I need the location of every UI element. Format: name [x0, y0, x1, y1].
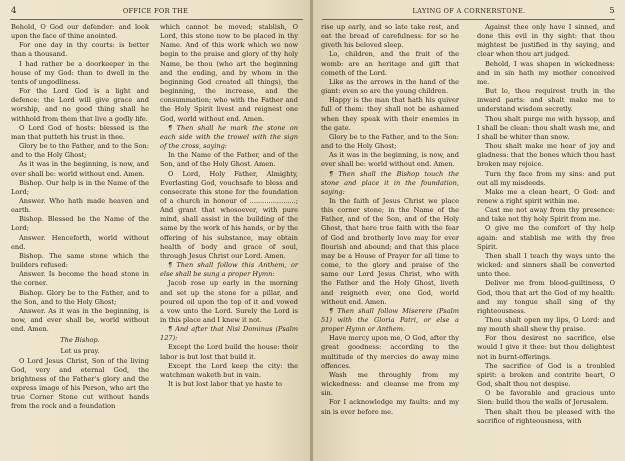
- response: Answer. Who hath made heaven and earth.: [11, 196, 149, 215]
- paragraph: In the Name of the Father, and of the Son, and of the Holy Ghost. Amen.: [160, 151, 298, 169]
- section-heading: The Bishop.: [60, 336, 100, 345]
- psalm-verse: Thou shalt make me hear of joy and gladness: that the bones which thou hast broken may rejoice.: [477, 142, 615, 169]
- psalm-verse: Happy is the man that hath his quiver full of them: they shall not be ashamed when they speak with their enemies in the gate.: [321, 96, 459, 132]
- psalm-verse: Like as the arrows in the hand of the giant: even so are the young children.: [321, 77, 459, 96]
- psalm-verse: Then shall I teach thy ways unto the wicked: and sinners shall be converted unto thee.: [477, 251, 615, 279]
- psalm-verse: It is but lost labor that ye haste to: [168, 380, 282, 389]
- gloria: Glory be to the Father, and to the Son: and to the Holy Ghost;: [321, 132, 459, 151]
- rubric: ¶ Then shall he mark the stone on each side with the trowel with the sign of the cross, saying:: [160, 123, 298, 151]
- right-column-2: [477, 23, 615, 426]
- left-page: [0, 0, 311, 461]
- rubric: ¶ And after that Nisi Dominus (Psalm 127):: [160, 325, 298, 343]
- psalm-verse: Then shalt thou be pleased with the sacrifice of righteousness, with: [477, 407, 615, 425]
- right-running-header: [313, 6, 625, 20]
- versicle: Bishop. Glory be to the Father, and to the Son, and to the Holy Ghost;: [11, 288, 149, 306]
- paragraph: which cannot be moved; stablish, O Lord, this stone now to be placed in thy Name. And of this work which we now begin to the praise and glory of thy holy Name, be thou (who art the beginning and the ending, and by whom in the beginning God created all things), the beginning, the increase, and the consummation; who with the Father and the Holy Spirit livest and reignest one God, world without end. Amen.: [160, 23, 298, 123]
- prayer: O Lord Jesus Christ, Son of the living God, very and eternal God, the brightness of the Father's glory and the express image of his Person, who art the true Corner Stone cut without hands from the rock and a foundation: [11, 356, 149, 411]
- let-us-pray: Let us pray.: [60, 347, 100, 356]
- paragraph: Behold, O God our defender: and look upon the face of thine anointed.: [11, 23, 149, 41]
- psalm-verse: Turn thy face from my sins: and put out all my misdeeds.: [477, 169, 615, 187]
- paragraph: As it was in the beginning, is now, and ever shall be: world without end. Amen.: [11, 160, 149, 178]
- paragraph: O Lord God of hosts: blessed is the man that putteth his trust in thee.: [11, 123, 149, 141]
- right-running-head: LAYING OF A CORNERSTONE.: [412, 7, 526, 15]
- rubric: ¶ Then shall follow Miserere (Psalm 51) with the Gloria Patri, or else a proper Hymn or Anthem.: [321, 306, 459, 334]
- psalm-verse: Lo, children, and the fruit of the womb: are an heritage and gift that cometh of the Lord.: [321, 50, 459, 77]
- response: Answer. As it was in the beginning, is now, and ever shall be, world without end. Amen.: [11, 306, 149, 334]
- psalm-verse: The sacrifice of God is a troubled spirit: a broken and contrite heart, O God, shalt thou not despise.: [477, 361, 615, 389]
- response: Answer. Henceforth, world without end.: [11, 233, 149, 251]
- psalm-verse: Thou shalt open my lips, O Lord: and my mouth shall shew thy praise.: [477, 316, 615, 334]
- paragraph: I had rather be a doorkeeper in the house of my God: than to dwell in the tents of ungodliness.: [11, 59, 149, 86]
- psalm-verse: Against thee only have I sinned, and done this evil in thy sight: that thou mightest be justified in thy saying, and clear when thou art judged.: [477, 23, 615, 59]
- left-column-2: [160, 23, 298, 389]
- right-column-1: [321, 23, 459, 417]
- psalm-verse: Deliver me from blood-guiltiness, O God, thou that art the God of my health: and my tongue shall sing of thy righteousness.: [477, 279, 615, 315]
- left-running-header: [0, 6, 311, 20]
- anthem: Jacob rose up early in the morning and set up the stone for a pillar, and poured oil upon the top of it and vowed a vow unto the Lord. Surely the Lord is in this place and I knew it not.: [160, 279, 298, 324]
- psalm-verse: Thou shalt purge me with hyssop, and I shall be clean: thou shalt wash me, and I shall be whiter than snow.: [477, 114, 615, 141]
- psalm-verse: Have mercy upon me, O God, after thy great goodness: according to the multitude of thy mercies do away mine offences.: [321, 334, 459, 370]
- psalm-verse: But lo, thou requirest truth in the inward parts: and shalt make me to understand wisdom secretly.: [477, 87, 615, 114]
- psalm-verse: For thou desirest no sacrifice, else would I give it thee: but thou delightest not in burnt-offerings.: [477, 334, 615, 361]
- left-header-rule: [10, 19, 303, 20]
- psalm-verse: For I acknowledge my faults: and my sin is ever before me.: [321, 398, 459, 416]
- psalm-verse: Cast me not away from thy presence: and take not thy holy Spirit from me.: [477, 206, 615, 224]
- psalm-verse: Except the Lord build the house: their labor is but lost that build it.: [160, 343, 298, 361]
- psalm-verse: Except the Lord keep the city: the watchman waketh but in vain.: [160, 361, 298, 379]
- right-page-number: 5: [609, 6, 615, 16]
- psalm-verse: Behold, I was shapen in wickedness: and in sin hath my mother conceived me.: [477, 59, 615, 86]
- psalm-verse: Wash me throughly from my wickedness: and cleanse me from my sin.: [321, 370, 459, 398]
- psalm-verse: O be favorable and gracious unto Sion: build thou the walls of Jerusalem.: [477, 389, 615, 407]
- psalm-verse: rise up early, and so late take rest, and eat the bread of carefulness: for so he giveth his beloved sleep.: [321, 23, 459, 50]
- prayer: O Lord, Holy Father, Almighty, Everlasting God, vouchsafe to bless and consecrate this stone for the foundation of a church in honour of ......................; And grant that whosoever, with pure mind, shall assist in the building of the same by the work of his hands, or by the offering of his substance, may obtain health of body and grace of soul, through Jesus Christ our Lord. Amen.: [160, 169, 298, 260]
- prayer: In the faith of Jesus Christ we place this corner stone; in the Name of the Father, and of the Son, and of the Holy Ghost, that here true faith with the fear of God and brotherly love may for ever flourish and abound; and that this place may be a House of Prayer for all time to come, to the glory and praise of the same our Lord Jesus Christ, who with the Father and the Holy Ghost, liveth and reigneth ever, one God, world without end. Amen.: [321, 196, 459, 306]
- right-header-rule: [322, 19, 615, 20]
- right-page: [313, 0, 625, 461]
- rubric: ¶ Then shall the Bishop touch the stone and place it in the foundation, saying:: [321, 169, 459, 196]
- psalm-verse: O give me the comfort of thy help again: and stablish me with thy free Spirit.: [477, 224, 615, 251]
- response: Answer. Is become the head stone in the corner.: [11, 270, 149, 288]
- left-running-head: OFFICE FOR THE: [122, 7, 189, 15]
- paragraph: For one day in thy courts: is better than a thousand.: [11, 41, 149, 59]
- left-column-1: [11, 23, 149, 412]
- left-page-number: 4: [11, 6, 17, 16]
- versicle: Bishop. Our help is in the Name of the Lord;: [11, 178, 149, 196]
- paragraph: For the Lord God is a light and defence: the Lord will give grace and worship, and no good thing shall he withhold from them that live a godly life.: [11, 87, 149, 123]
- paragraph: Glory be to the Father, and to the Son: and to the Holy Ghost;: [11, 142, 149, 160]
- versicle: Bishop. The same stone which the builders refused:: [11, 251, 149, 270]
- rubric: ¶ Then shall follow this Anthem, or else shall be sung a proper Hymn:: [160, 261, 298, 279]
- gloria: As it was in the beginning, is now, and ever shall be: world without end. Amen.: [321, 151, 459, 169]
- versicle: Bishop. Blessed be the Name of the Lord;: [11, 215, 149, 233]
- psalm-verse: Make me a clean heart, O God: and renew a right spirit within me.: [477, 187, 615, 205]
